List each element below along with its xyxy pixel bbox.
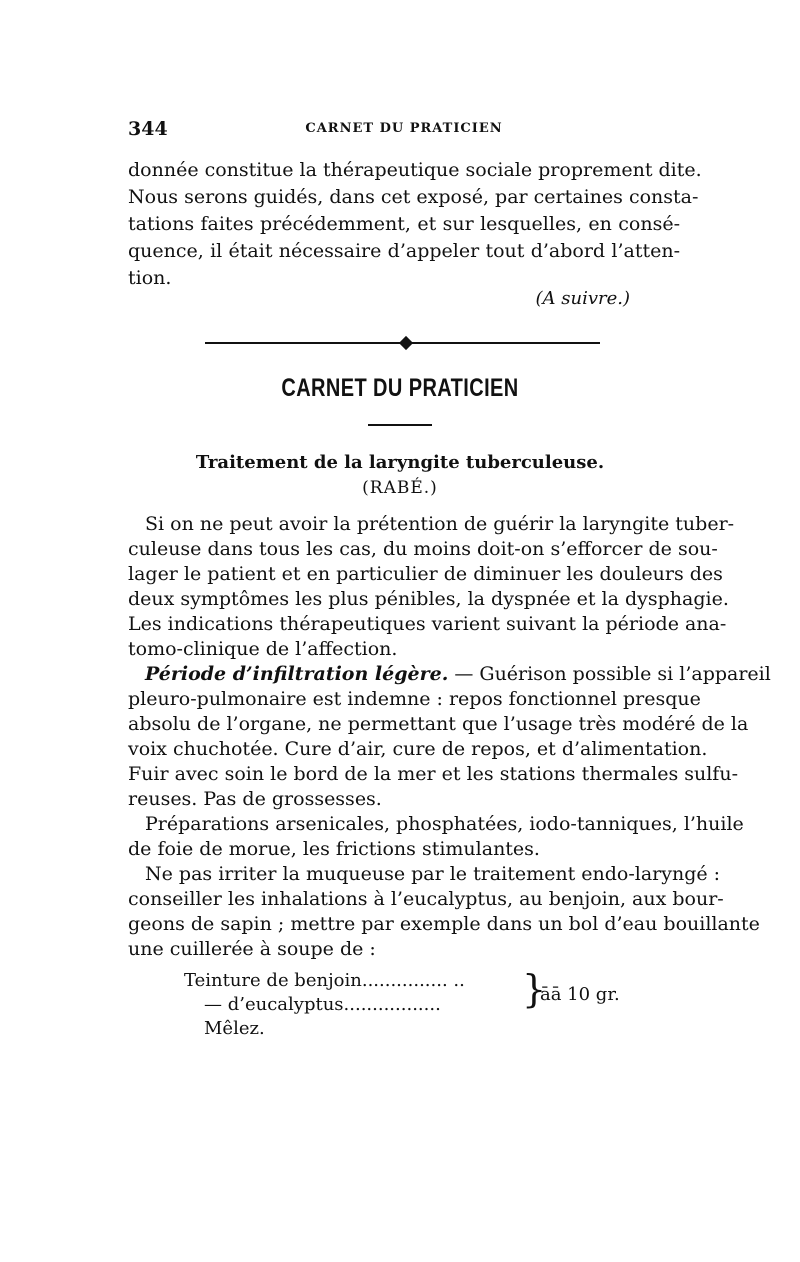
continuation-line: tion. xyxy=(128,267,172,289)
body-line: geons de sapin ; mettre par exemple dans un bol d’eau bouillante xyxy=(128,913,760,935)
body-line: voix chuchotée. Cure d’air, cure de repos, et d’alimentation. xyxy=(128,738,708,760)
body-line: pleuro-pulmonaire est indemne : repos fonctionnel presque xyxy=(128,688,701,710)
body-line: tomo-clinique de l’affection. xyxy=(128,638,398,660)
body-line: reuses. Pas de grossesses. xyxy=(128,788,382,810)
article-title: Traitement de la laryngite tuberculeuse. xyxy=(195,452,605,473)
continuation-line: donnée constitue la thérapeutique sociale proprement dite. xyxy=(128,159,702,181)
prescription-item: — d’eucalyptus................. xyxy=(204,994,441,1015)
continuation-line: tations faites précédemment, et sur lesquelles, en consé- xyxy=(128,213,680,235)
body-text: — Guérison possible si l’appareil xyxy=(448,663,771,685)
body-line: Préparations arsenicales, phosphatées, iodo-tanniques, l’huile xyxy=(145,813,744,835)
continuation-line: quence, il était nécessaire d’appeler tout d’abord l’atten- xyxy=(128,240,680,262)
body-line: une cuillerée à soupe de : xyxy=(128,938,376,960)
section-rule xyxy=(368,424,432,426)
body-line: absolu de l’organe, ne permettant que l’usage très modéré de la xyxy=(128,713,749,735)
prescription-item: Teinture de benjoin............... .. xyxy=(184,970,465,991)
prescription-instruction: Mêlez. xyxy=(204,1018,265,1039)
body-line: Si on ne peut avoir la prétention de guérir la laryngite tuber- xyxy=(145,513,735,535)
body-line: Fuir avec soin le bord de la mer et les stations thermales sulfu- xyxy=(128,763,738,785)
diamond-ornament-icon xyxy=(399,336,413,350)
page-number: 344 xyxy=(128,118,168,140)
body-line xyxy=(145,662,771,686)
running-head xyxy=(128,118,680,142)
body-line: lager le patient et en particulier de diminuer les douleurs des xyxy=(128,563,723,585)
section-title: CARNET DU PRATICIEN xyxy=(281,374,519,402)
period-heading: Période d’infiltration légère. xyxy=(145,663,449,685)
continuation-line: Nous serons guidés, dans cet exposé, par certaines consta- xyxy=(128,186,699,208)
to-be-continued: (A suivre.) xyxy=(535,288,630,309)
body-line: Ne pas irriter la muqueuse par le traitement endo-laryngé : xyxy=(145,863,721,885)
prescription-dose: āā 10 gr. xyxy=(540,984,620,1005)
body-line: de foie de morue, les frictions stimulantes. xyxy=(128,838,540,860)
brace-icon: } xyxy=(522,967,547,1011)
running-title: CARNET DU PRATICIEN xyxy=(305,121,503,136)
body-line: culeuse dans tous les cas, du moins doit-on s’efforcer de sou- xyxy=(128,538,718,560)
article-author: (RABÉ.) xyxy=(362,478,438,498)
body-line: Les indications thérapeutiques varient suivant la période ana- xyxy=(128,613,727,635)
body-line: deux symptômes les plus pénibles, la dyspnée et la dysphagie. xyxy=(128,588,729,610)
ornamental-divider xyxy=(205,340,600,346)
body-line: conseiller les inhalations à l’eucalyptus, au benjoin, aux bour- xyxy=(128,888,724,910)
